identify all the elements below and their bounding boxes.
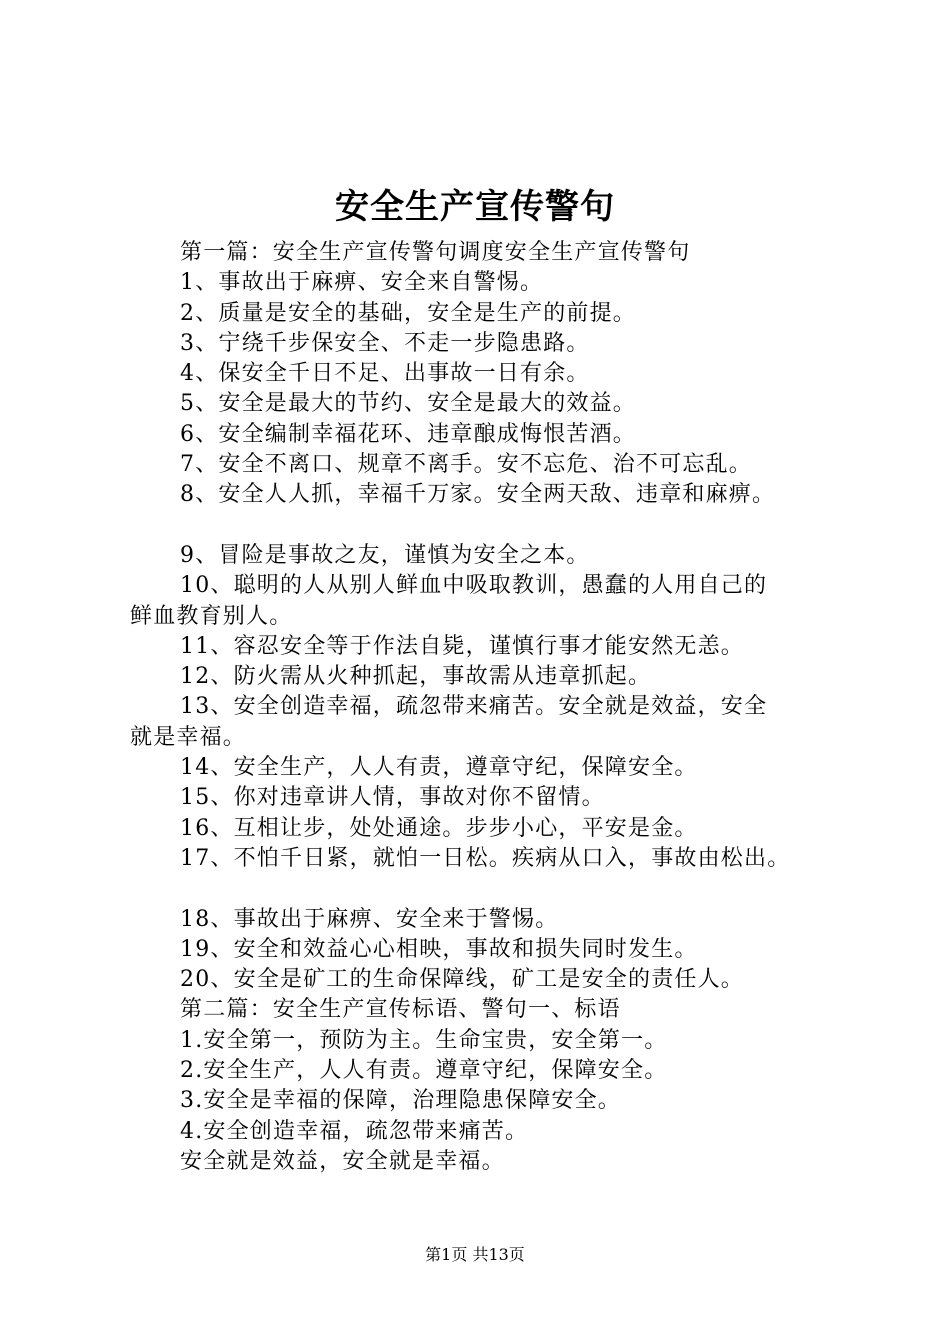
slogan-line: 3.安全是幸福的保障，治理隐患保障安全。 xyxy=(180,1088,621,1114)
slogan-line-continuation: 鲜血教育别人。 xyxy=(130,603,293,629)
slogan-line: 7、安全不离口、规章不离手。安不忘危、治不可忘乱。 xyxy=(180,452,752,478)
page-number-footer: 第1页 共13页 xyxy=(425,1245,525,1264)
slogan-line: 4.安全创造幸福，疏忽带来痛苦。 xyxy=(180,1118,529,1144)
section-heading: 第一篇：安全生产宣传警句调度安全生产宣传警句 xyxy=(180,240,691,265)
slogan-line: 13、安全创造幸福，疏忽带来痛苦。安全就是效益，安全 xyxy=(180,694,768,720)
slogan-line: 12、防火需从火种抓起，事故需从违章抓起。 xyxy=(180,664,652,690)
slogan-line: 4、保安全千日不足、出事故一日有余。 xyxy=(180,361,590,387)
slogan-line: 1、事故出于麻痹、安全来自警惕。 xyxy=(180,270,544,296)
slogan-line: 2、质量是安全的基础，安全是生产的前提。 xyxy=(180,300,636,326)
slogan-line: 19、安全和效益心心相映，事故和损失同时发生。 xyxy=(180,936,698,962)
slogan-line: 8、安全人人抓，幸福千万家。安全两天敌、违章和麻痹。 xyxy=(180,482,776,508)
document-body xyxy=(130,238,850,1177)
slogan-line: 6、安全编制幸福花环、违章酿成悔恨苦酒。 xyxy=(180,421,636,447)
slogan-line: 15、你对违章讲人情，事故对你不留情。 xyxy=(180,785,605,811)
slogan-line: 11、容忍安全等于作法自毙，谨慎行事才能安然无恙。 xyxy=(180,633,744,659)
slogan-line: 17、不怕千日紧，就怕一日松。疾病从口入，事故由松出。 xyxy=(180,845,791,871)
slogan-line: 20、安全是矿工的生命保障线，矿工是安全的责任人。 xyxy=(180,967,744,993)
slogan-line: 1.安全第一，预防为主。生命宝贵，安全第一。 xyxy=(180,1027,668,1053)
blank-line xyxy=(130,511,850,541)
document-title: 安全生产宣传警句 xyxy=(335,187,615,227)
blank-line xyxy=(130,874,850,904)
slogan-line: 18、事故出于麻痹、安全来于警惕。 xyxy=(180,906,559,932)
slogan-line: 5、安全是最大的节约、安全是最大的效益。 xyxy=(180,391,636,417)
slogan-line: 10、聪明的人从别人鲜血中吸取教训，愚蠢的人用自己的 xyxy=(180,573,768,599)
slogan-line: 16、互相让步，处处通途。步步小心，平安是金。 xyxy=(180,815,698,841)
slogan-line-continuation: 就是幸福。 xyxy=(130,724,247,750)
slogan-line: 9、冒险是事故之友，谨慎为安全之本。 xyxy=(180,542,590,568)
slogan-line: 14、安全生产，人人有责，遵章守纪，保障安全。 xyxy=(180,755,698,781)
slogan-line: 2.安全生产，人人有责。遵章守纪，保障安全。 xyxy=(180,1058,668,1084)
slogan-line: 安全就是效益，安全就是幸福。 xyxy=(180,1148,505,1174)
section-heading: 第二篇：安全生产宣传标语、警句一、标语 xyxy=(180,997,621,1023)
slogan-line: 3、宁绕千步保安全、不走一步隐患路。 xyxy=(180,330,590,356)
